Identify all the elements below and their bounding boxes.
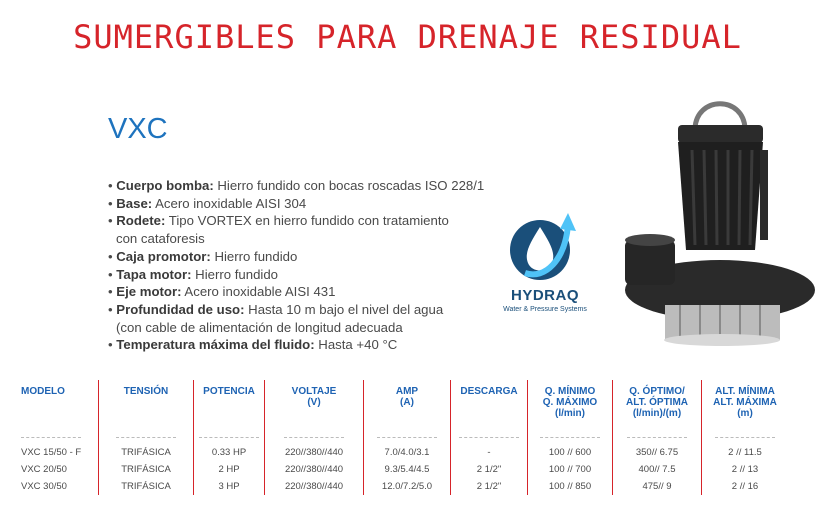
- spec-item: • Caja promotor: Hierro fundido: [108, 248, 298, 264]
- spec-text: Tipo VORTEX en hierro fundido con tratamiento: [165, 213, 449, 229]
- spec-item: • Cuerpo bomba: Hierro fundido con bocas roscadas ISO 228/1: [108, 178, 485, 193]
- column-header: TENSIÓN: [99, 380, 194, 429]
- spec-text: Hasta 10 m bajo el nivel del agua: [244, 301, 444, 317]
- table-row: [18, 478, 788, 495]
- column-header: Q. ÓPTIMO/ ALT. ÓPTIMA (l/min)/(m): [613, 380, 702, 429]
- table-cell: 100 // 700: [528, 461, 613, 478]
- spec-label: Caja promotor:: [116, 248, 211, 264]
- spec-text: Acero inoxidable AISI 431: [181, 284, 336, 300]
- table-cell: 220//380//440: [265, 478, 364, 495]
- table-cell: 2 HP: [194, 461, 265, 478]
- spec-label: Eje motor:: [116, 284, 182, 300]
- table-cell: 3 HP: [194, 478, 265, 495]
- spec-item: • Base: Acero inoxidable AISI 304: [108, 195, 307, 211]
- table-cell: 2 1/2": [451, 478, 528, 495]
- table-cell: 9.3/5.4/4.5: [364, 461, 451, 478]
- spec-item: • Eje motor: Acero inoxidable AISI 431: [108, 284, 336, 300]
- spec-item: [108, 319, 508, 337]
- spec-list: [108, 177, 508, 354]
- pump-image: [620, 90, 815, 350]
- models-table: [18, 380, 788, 495]
- table-cell: 400// 7.5: [613, 461, 702, 478]
- spec-text: Hasta +40 °C: [314, 337, 398, 353]
- logo-name: HYDRAQ: [510, 287, 579, 304]
- spec-text: Acero inoxidable AISI 304: [152, 195, 307, 211]
- spec-item: • Rodete: Tipo VORTEX en hierro fundido con tratamiento: [108, 213, 449, 229]
- table-cell: 7.0/4.0/3.1: [364, 444, 451, 461]
- model-name: VXC: [108, 113, 168, 145]
- spec-label: Base:: [116, 195, 153, 211]
- column-header: POTENCIA: [194, 380, 265, 429]
- table-cell: VXC 20/50: [18, 461, 99, 478]
- column-header: Q. MÍNIMO Q. MÁXIMO (l/min): [528, 380, 613, 429]
- table-cell: VXC 15/50 - F: [18, 444, 99, 461]
- column-header: VOLTAJE (V): [265, 380, 364, 429]
- spec-label: Profundidad de uso:: [116, 301, 245, 317]
- page-title: SUMERGIBLES PARA DRENAJE RESIDUAL: [73, 18, 742, 56]
- table-cell: 100 // 600: [528, 444, 613, 461]
- table-cell: 2 // 16: [731, 481, 759, 492]
- table-cell: -: [451, 444, 528, 461]
- column-header: ALT. MÍNIMA ALT. MÁXIMA (m): [713, 386, 777, 419]
- spec-text: Hierro fundido: [191, 266, 278, 282]
- table-cell: TRIFÁSICA: [99, 461, 194, 478]
- table-row: [18, 444, 788, 461]
- table-cell: 2 // 11.5: [728, 447, 762, 458]
- spec-label: Temperatura máxima del fluido:: [116, 337, 315, 353]
- spec-item: • Profundidad de uso: Hasta 10 m bajo el nivel del agua: [108, 301, 444, 317]
- spec-text: Hierro fundido con bocas roscadas ISO 228/1: [213, 178, 485, 193]
- table-cell: TRIFÁSICA: [99, 444, 194, 461]
- spec-label: Cuerpo bomba:: [116, 178, 214, 193]
- spec-item: • Tapa motor: Hierro fundido: [108, 266, 278, 282]
- table-cell: 475// 9: [613, 478, 702, 495]
- table-cell: 350// 6.75: [613, 444, 702, 461]
- table-cell: 220//380//440: [265, 461, 364, 478]
- column-header: DESCARGA: [451, 380, 528, 429]
- table-cell: VXC 30/50: [18, 478, 99, 495]
- table-cell: 2 // 13: [731, 464, 759, 475]
- spec-text: (con cable de alimentación de longitud adecuada: [116, 319, 403, 335]
- table-cell: TRIFÁSICA: [99, 478, 194, 495]
- spec-text: con cataforesis: [116, 231, 205, 247]
- table-cell: 2 1/2": [451, 461, 528, 478]
- table-cell: 12.0/7.2/5.0: [364, 478, 451, 495]
- table-cell: 100 // 850: [528, 478, 613, 495]
- spec-item: [108, 230, 508, 248]
- table-cell: 220//380//440: [265, 444, 364, 461]
- table-row: [18, 461, 788, 478]
- table-cell: 0.33 HP: [194, 444, 265, 461]
- spec-label: Rodete:: [116, 213, 166, 229]
- logo-tagline: Water & Pressure Systems: [503, 306, 587, 313]
- spec-text: Hierro fundido: [210, 248, 298, 264]
- column-header: MODELO: [18, 380, 99, 429]
- spec-label: Tapa motor:: [116, 266, 192, 282]
- spec-item: • Temperatura máxima del fluido: Hasta +40 °C: [108, 337, 398, 353]
- column-header: AMP (A): [364, 380, 451, 429]
